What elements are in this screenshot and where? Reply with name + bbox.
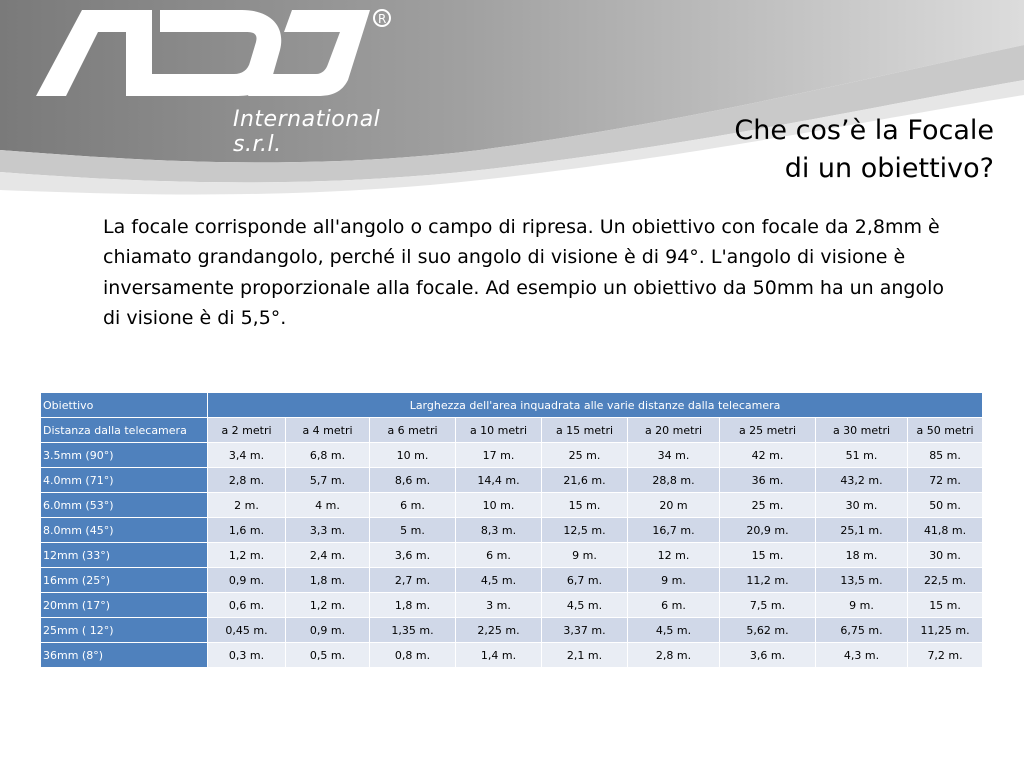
lens-cell: 25mm ( 12°) bbox=[41, 618, 208, 643]
value-cell: 30 m. bbox=[816, 493, 908, 518]
value-cell: 3,37 m. bbox=[542, 618, 628, 643]
slide-title bbox=[574, 112, 994, 188]
value-cell: 85 m. bbox=[908, 443, 983, 468]
value-cell: 42 m. bbox=[720, 443, 816, 468]
company-logo bbox=[36, 4, 396, 157]
value-cell: 30 m. bbox=[908, 543, 983, 568]
value-cell: 43,2 m. bbox=[816, 468, 908, 493]
value-cell: 8,3 m. bbox=[456, 518, 542, 543]
focal-length-table bbox=[40, 392, 983, 668]
value-cell: 25,1 m. bbox=[816, 518, 908, 543]
value-cell: 3 m. bbox=[456, 593, 542, 618]
value-cell: 41,8 m. bbox=[908, 518, 983, 543]
intro-paragraph: La focale corrisponde all'angolo o campo di ripresa. Un obiettivo con focale da 2,8mm è chiamato grandangolo, perché il suo angolo di visione è di 94°. L'angolo di visione è inversamente proporzionale alla focale. Ad esempio un obiettivo da 50mm ha un angolo di visione è di 5,5°. bbox=[103, 216, 945, 330]
value-cell: 7,5 m. bbox=[720, 593, 816, 618]
value-cell: 25 m. bbox=[542, 443, 628, 468]
value-cell: 2,7 m. bbox=[370, 568, 456, 593]
value-cell: 17 m. bbox=[456, 443, 542, 468]
value-cell: 5,7 m. bbox=[286, 468, 370, 493]
value-cell: 36 m. bbox=[720, 468, 816, 493]
value-cell: 5,62 m. bbox=[720, 618, 816, 643]
value-cell: 6,7 m. bbox=[542, 568, 628, 593]
value-cell: 2,8 m. bbox=[628, 643, 720, 668]
value-cell: 4 m. bbox=[286, 493, 370, 518]
value-cell: 4,5 m. bbox=[542, 593, 628, 618]
table-body bbox=[41, 443, 983, 668]
lens-cell: 4.0mm (71°) bbox=[41, 468, 208, 493]
lens-cell: 16mm (25°) bbox=[41, 568, 208, 593]
value-cell: 11,2 m. bbox=[720, 568, 816, 593]
table-row bbox=[41, 518, 983, 543]
value-cell: 1,8 m. bbox=[286, 568, 370, 593]
distance-header-cell: a 20 metri bbox=[628, 418, 720, 443]
distance-header-cell: a 6 metri bbox=[370, 418, 456, 443]
value-cell: 2,4 m. bbox=[286, 543, 370, 568]
table-row bbox=[41, 593, 983, 618]
value-cell: 10 m. bbox=[370, 443, 456, 468]
distance-header-cell: a 50 metri bbox=[908, 418, 983, 443]
value-cell: 6,8 m. bbox=[286, 443, 370, 468]
table-header-row bbox=[41, 393, 983, 418]
value-cell: 14,4 m. bbox=[456, 468, 542, 493]
value-cell: 6,75 m. bbox=[816, 618, 908, 643]
value-cell: 16,7 m. bbox=[628, 518, 720, 543]
value-cell: 11,25 m. bbox=[908, 618, 983, 643]
value-cell: 0,3 m. bbox=[208, 643, 286, 668]
value-cell: 3,6 m. bbox=[720, 643, 816, 668]
distance-header-cell: a 2 metri bbox=[208, 418, 286, 443]
value-cell: 2,25 m. bbox=[456, 618, 542, 643]
value-cell: 2,8 m. bbox=[208, 468, 286, 493]
value-cell: 12,5 m. bbox=[542, 518, 628, 543]
value-cell: 10 m. bbox=[456, 493, 542, 518]
value-cell: 1,35 m. bbox=[370, 618, 456, 643]
distance-header-cell: a 30 metri bbox=[816, 418, 908, 443]
distance-header-cell: a 4 metri bbox=[286, 418, 370, 443]
value-cell: 0,9 m. bbox=[208, 568, 286, 593]
table-row bbox=[41, 618, 983, 643]
value-cell: 34 m. bbox=[628, 443, 720, 468]
value-cell: 2 m. bbox=[208, 493, 286, 518]
table-row bbox=[41, 493, 983, 518]
value-cell: 3,6 m. bbox=[370, 543, 456, 568]
slide-title-line1: Che cos’è la Focale bbox=[734, 115, 994, 146]
lens-cell: 12mm (33°) bbox=[41, 543, 208, 568]
value-cell: 25 m. bbox=[720, 493, 816, 518]
value-cell: 15 m. bbox=[908, 593, 983, 618]
value-cell: 3,3 m. bbox=[286, 518, 370, 543]
lens-cell: 3.5mm (90°) bbox=[41, 443, 208, 468]
value-cell: 6 m. bbox=[370, 493, 456, 518]
value-cell: 0,45 m. bbox=[208, 618, 286, 643]
value-cell: 51 m. bbox=[816, 443, 908, 468]
table-row bbox=[41, 443, 983, 468]
value-cell: 7,2 m. bbox=[908, 643, 983, 668]
svg-text:R: R bbox=[378, 12, 387, 26]
value-cell: 18 m. bbox=[816, 543, 908, 568]
header-lens: Obiettivo bbox=[41, 393, 208, 418]
value-cell: 20,9 m. bbox=[720, 518, 816, 543]
value-cell: 1,4 m. bbox=[456, 643, 542, 668]
distance-header-cell: a 15 metri bbox=[542, 418, 628, 443]
value-cell: 28,8 m. bbox=[628, 468, 720, 493]
value-cell: 12 m. bbox=[628, 543, 720, 568]
adj-logo-mark bbox=[36, 4, 396, 104]
slide-title-line2: di un obiettivo? bbox=[784, 152, 994, 184]
value-cell: 21,6 m. bbox=[542, 468, 628, 493]
value-cell: 6 m. bbox=[628, 593, 720, 618]
table-row bbox=[41, 568, 983, 593]
value-cell: 1,6 m. bbox=[208, 518, 286, 543]
value-cell: 3,4 m. bbox=[208, 443, 286, 468]
distance-label: Distanza dalla telecamera bbox=[41, 418, 208, 443]
value-cell: 2,1 m. bbox=[542, 643, 628, 668]
value-cell: 9 m. bbox=[542, 543, 628, 568]
logo-subtitle: International s.r.l. bbox=[233, 107, 381, 157]
value-cell: 0,5 m. bbox=[286, 643, 370, 668]
table-row bbox=[41, 468, 983, 493]
header-width-area: Larghezza dell'area inquadrata alle varie distanze dalla telecamera bbox=[208, 393, 983, 418]
value-cell: 0,8 m. bbox=[370, 643, 456, 668]
value-cell: 13,5 m. bbox=[816, 568, 908, 593]
lens-cell: 8.0mm (45°) bbox=[41, 518, 208, 543]
value-cell: 5 m. bbox=[370, 518, 456, 543]
value-cell: 4,3 m. bbox=[816, 643, 908, 668]
distance-header-cell: a 10 metri bbox=[456, 418, 542, 443]
distance-header-cell: a 25 metri bbox=[720, 418, 816, 443]
value-cell: 1,2 m. bbox=[208, 543, 286, 568]
lens-cell: 6.0mm (53°) bbox=[41, 493, 208, 518]
value-cell: 15 m. bbox=[720, 543, 816, 568]
value-cell: 6 m. bbox=[456, 543, 542, 568]
value-cell: 4,5 m. bbox=[456, 568, 542, 593]
value-cell: 20 m bbox=[628, 493, 720, 518]
value-cell: 9 m. bbox=[816, 593, 908, 618]
value-cell: 22,5 m. bbox=[908, 568, 983, 593]
value-cell: 1,8 m. bbox=[370, 593, 456, 618]
value-cell: 15 m. bbox=[542, 493, 628, 518]
table-row bbox=[41, 543, 983, 568]
value-cell: 0,6 m. bbox=[208, 593, 286, 618]
value-cell: 4,5 m. bbox=[628, 618, 720, 643]
table-row bbox=[41, 643, 983, 668]
distance-row bbox=[41, 418, 983, 443]
lens-cell: 20mm (17°) bbox=[41, 593, 208, 618]
value-cell: 8,6 m. bbox=[370, 468, 456, 493]
value-cell: 0,9 m. bbox=[286, 618, 370, 643]
lens-cell: 36mm (8°) bbox=[41, 643, 208, 668]
value-cell: 50 m. bbox=[908, 493, 983, 518]
value-cell: 9 m. bbox=[628, 568, 720, 593]
value-cell: 72 m. bbox=[908, 468, 983, 493]
value-cell: 1,2 m. bbox=[286, 593, 370, 618]
